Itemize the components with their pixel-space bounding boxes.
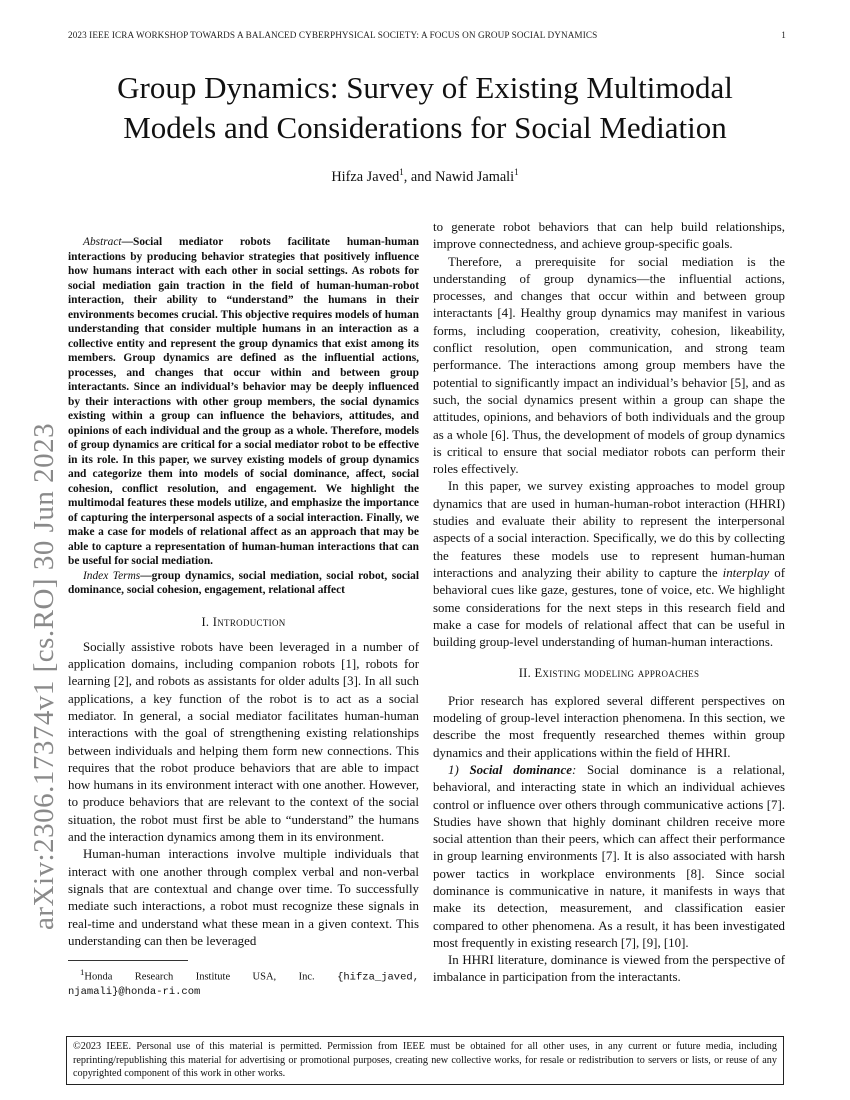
title-line-1: Group Dynamics: Survey of Existing Multimodal bbox=[117, 70, 733, 105]
intro-paragraph-3: Therefore, a prerequisite for social mediation is the understanding of group dynamics—the influential actions, processes, and changes that occur within and between group interactants [4]. Healthy group dynamics may manifest in various forms, including cooperation, creativity, cohesion, likeability, conflict resolution, open communication, and strong team performance. The interactions among group members have the potential to significantly impact an individual’s behavior [5], and as such, the social dynamics present within a group can shape the attitudes, opinions, and behaviors of both individuals and the group as a whole [6]. Thus, the development of models of group dynamics is critical to ensure that social mediator robots can perform their roles effectively. bbox=[433, 254, 785, 477]
footnote-emails: {hifza_javed, njamali}@honda-ri.com bbox=[68, 971, 419, 998]
author-2-affil: 1 bbox=[514, 167, 519, 177]
running-header bbox=[68, 30, 786, 40]
right-column bbox=[433, 219, 785, 987]
intro-paragraph-2-cont: to generate robot behaviors that can help build relationships, improve connectedness, and achieve group-specific goals. bbox=[433, 220, 785, 252]
subsection-number: 1) bbox=[448, 762, 470, 777]
left-column bbox=[68, 235, 419, 999]
intro-paragraph-2: Human-human interactions involve multiple individuals that interact with one another through complex verbal and non-verbal signals that are contextual and change over time. To successfully mediate such interactions, a robot must recognize these signals in real-time and understand what these mean in a given context. This understanding can then be leveraged bbox=[68, 847, 419, 948]
abstract-label: Abstract bbox=[83, 236, 122, 248]
page-number: 1 bbox=[781, 30, 786, 40]
abstract-text: —Social mediator robots facilitate human-human interactions by producing behavior strategies that positively influence how humans interact with each other in social settings. As robots for social mediation gain traction in the field of human-human-robot interaction, their ability to “understand” the humans in their environments becomes crucial. This objective requires models of human understanding that consider multiple humans in an interaction as a collective entity and represent the group dynamics that exist among its members. Group dynamics are defined as the influential actions, processes, and changes that occur within and between group interactants. Since an individual’s behavior may be deeply influenced by their interactions with other group members, the social dynamics existing within a group can influence the behaviors, attitudes, and opinions of each individual and the group as a whole. Therefore, models of group dynamics are critical for a social mediator robot to be effective in its role. In this paper, we survey existing models of group dynamics and categorize them into models of social dominance, affect, social cohesion, conflict resolution, and engagement. We highlight the multimodal features these models utilize, and emphasize the importance of capturing the interpersonal aspects of a social interaction. Finally, we make a case for models of relational affect as an approach that may be able to capture a representation of human-human interactions that can be useful for social mediation. bbox=[68, 236, 419, 567]
intro-paragraph-1: Socially assistive robots have been leveraged in a number of application domains, including companion robots [1], robots for learning [2], and robots as assistants for older adults [3]. In all such applications, a key function of the robot is to act as a social mediator. In general, a social mediator facilitates human-human interactions with the goal of strengthening existing relationships between individuals and helping them form new connections. This requires that the robot produce behaviors that are able to impact how humans in its environment interact with one another. However, to produce behaviors that are relevant to the context of the social situation, the robot must first be able to “understand” the humans and the interaction dynamics among them in its environment. bbox=[68, 639, 419, 845]
author-2: , and Nawid Jamali bbox=[403, 168, 515, 185]
intro-p4-part-a: In this paper, we survey existing approaches to model group dynamics that are used in human-human-robot interaction (HHRI) studies and evaluate their ability to represent the interpersonal aspects of a social interaction. Specifically, we do this by collecting the features these models use to represent human-human interactions and analyzing their ability to capture the bbox=[433, 479, 785, 580]
arxiv-stamp: arXiv:2306.17374v1 [cs.RO] 30 Jun 2023 bbox=[28, 422, 60, 930]
paper-title bbox=[40, 68, 810, 148]
section-heading-existing bbox=[433, 665, 785, 682]
section-title: Existing modeling approaches bbox=[534, 666, 700, 681]
abstract bbox=[68, 235, 419, 569]
footnote-text: Honda Research Institute USA, Inc. bbox=[84, 971, 338, 983]
footnote-mark: 1 bbox=[80, 967, 85, 978]
subsection-title: Social dominance bbox=[469, 762, 572, 777]
section-number: I. bbox=[201, 614, 213, 629]
existing-paragraph-1: Prior research has explored several different perspectives on modeling of group-level interaction phenomena. In this section, we describe the most frequently researched themes within group dynamics and their applications within the field of HHRI. bbox=[433, 693, 785, 760]
venue-header: 2023 IEEE ICRA WORKSHOP TOWARDS A BALANCED CYBERPHYSICAL SOCIETY: A FOCUS ON GROUP SOCIAL DYNAMICS bbox=[68, 30, 598, 40]
section-number: II. bbox=[518, 666, 535, 681]
subsection-colon: : bbox=[571, 762, 577, 777]
affiliation-footnote bbox=[68, 965, 419, 999]
title-line-2: Models and Considerations for Social Mediation bbox=[123, 110, 727, 145]
social-dominance-paragraph bbox=[433, 762, 785, 952]
author-1: Hifza Javed bbox=[331, 168, 400, 185]
intro-p4-part-b: of behavioral cues like gaze, gestures, tone of voice, etc. We highlight some considerations for the next steps in this research field and make a case for models of relational affect that can be useful in building group-level understanding of human-human interactions. bbox=[433, 565, 785, 650]
index-terms-text: —group dynamics, social mediation, social robot, social dominance, social cohesion, engagement, relational affect bbox=[68, 569, 419, 596]
hhri-dominance-paragraph: In HHRI literature, dominance is viewed from the perspective of imbalance in participation from the interactants. bbox=[433, 953, 785, 985]
social-dominance-text: Social dominance is a relational, behavioral, and interacting state in which an individual achieves control or influence over others through communicative actions [7]. Studies have shown that highly dominant children receive more social attention than their peers, which can affect their performance in group learning environments [7]. It is also associated with harsh power tactics in workplace environments [8]. Since social dominance is communicative in nature, it manifests in ways that make its detection, measurement, and classification easier compared to other phenomena. As a result, it has been investigated most frequently in existing research [7], [9], [10]. bbox=[433, 762, 785, 950]
section-heading-introduction bbox=[68, 614, 419, 631]
author-list bbox=[0, 167, 850, 186]
section-title: Introduction bbox=[212, 614, 286, 629]
intro-p4-emphasis: interplay bbox=[722, 565, 770, 580]
index-terms-label: Index Terms bbox=[83, 569, 141, 582]
footnote-divider bbox=[68, 960, 188, 961]
index-terms bbox=[68, 569, 419, 598]
author-1-affil: 1 bbox=[399, 167, 404, 177]
intro-paragraph-4 bbox=[433, 478, 785, 651]
copyright-notice: ©2023 IEEE. Personal use of this material is permitted. Permission from IEEE must be obtained for all other uses, in any current or future media, including reprinting/republishing this material for advertising or promotional purposes, creating new collective works, for resale or redistribution to servers or lists, or reuse of any copyrighted component of this work in other works. bbox=[66, 1036, 784, 1085]
